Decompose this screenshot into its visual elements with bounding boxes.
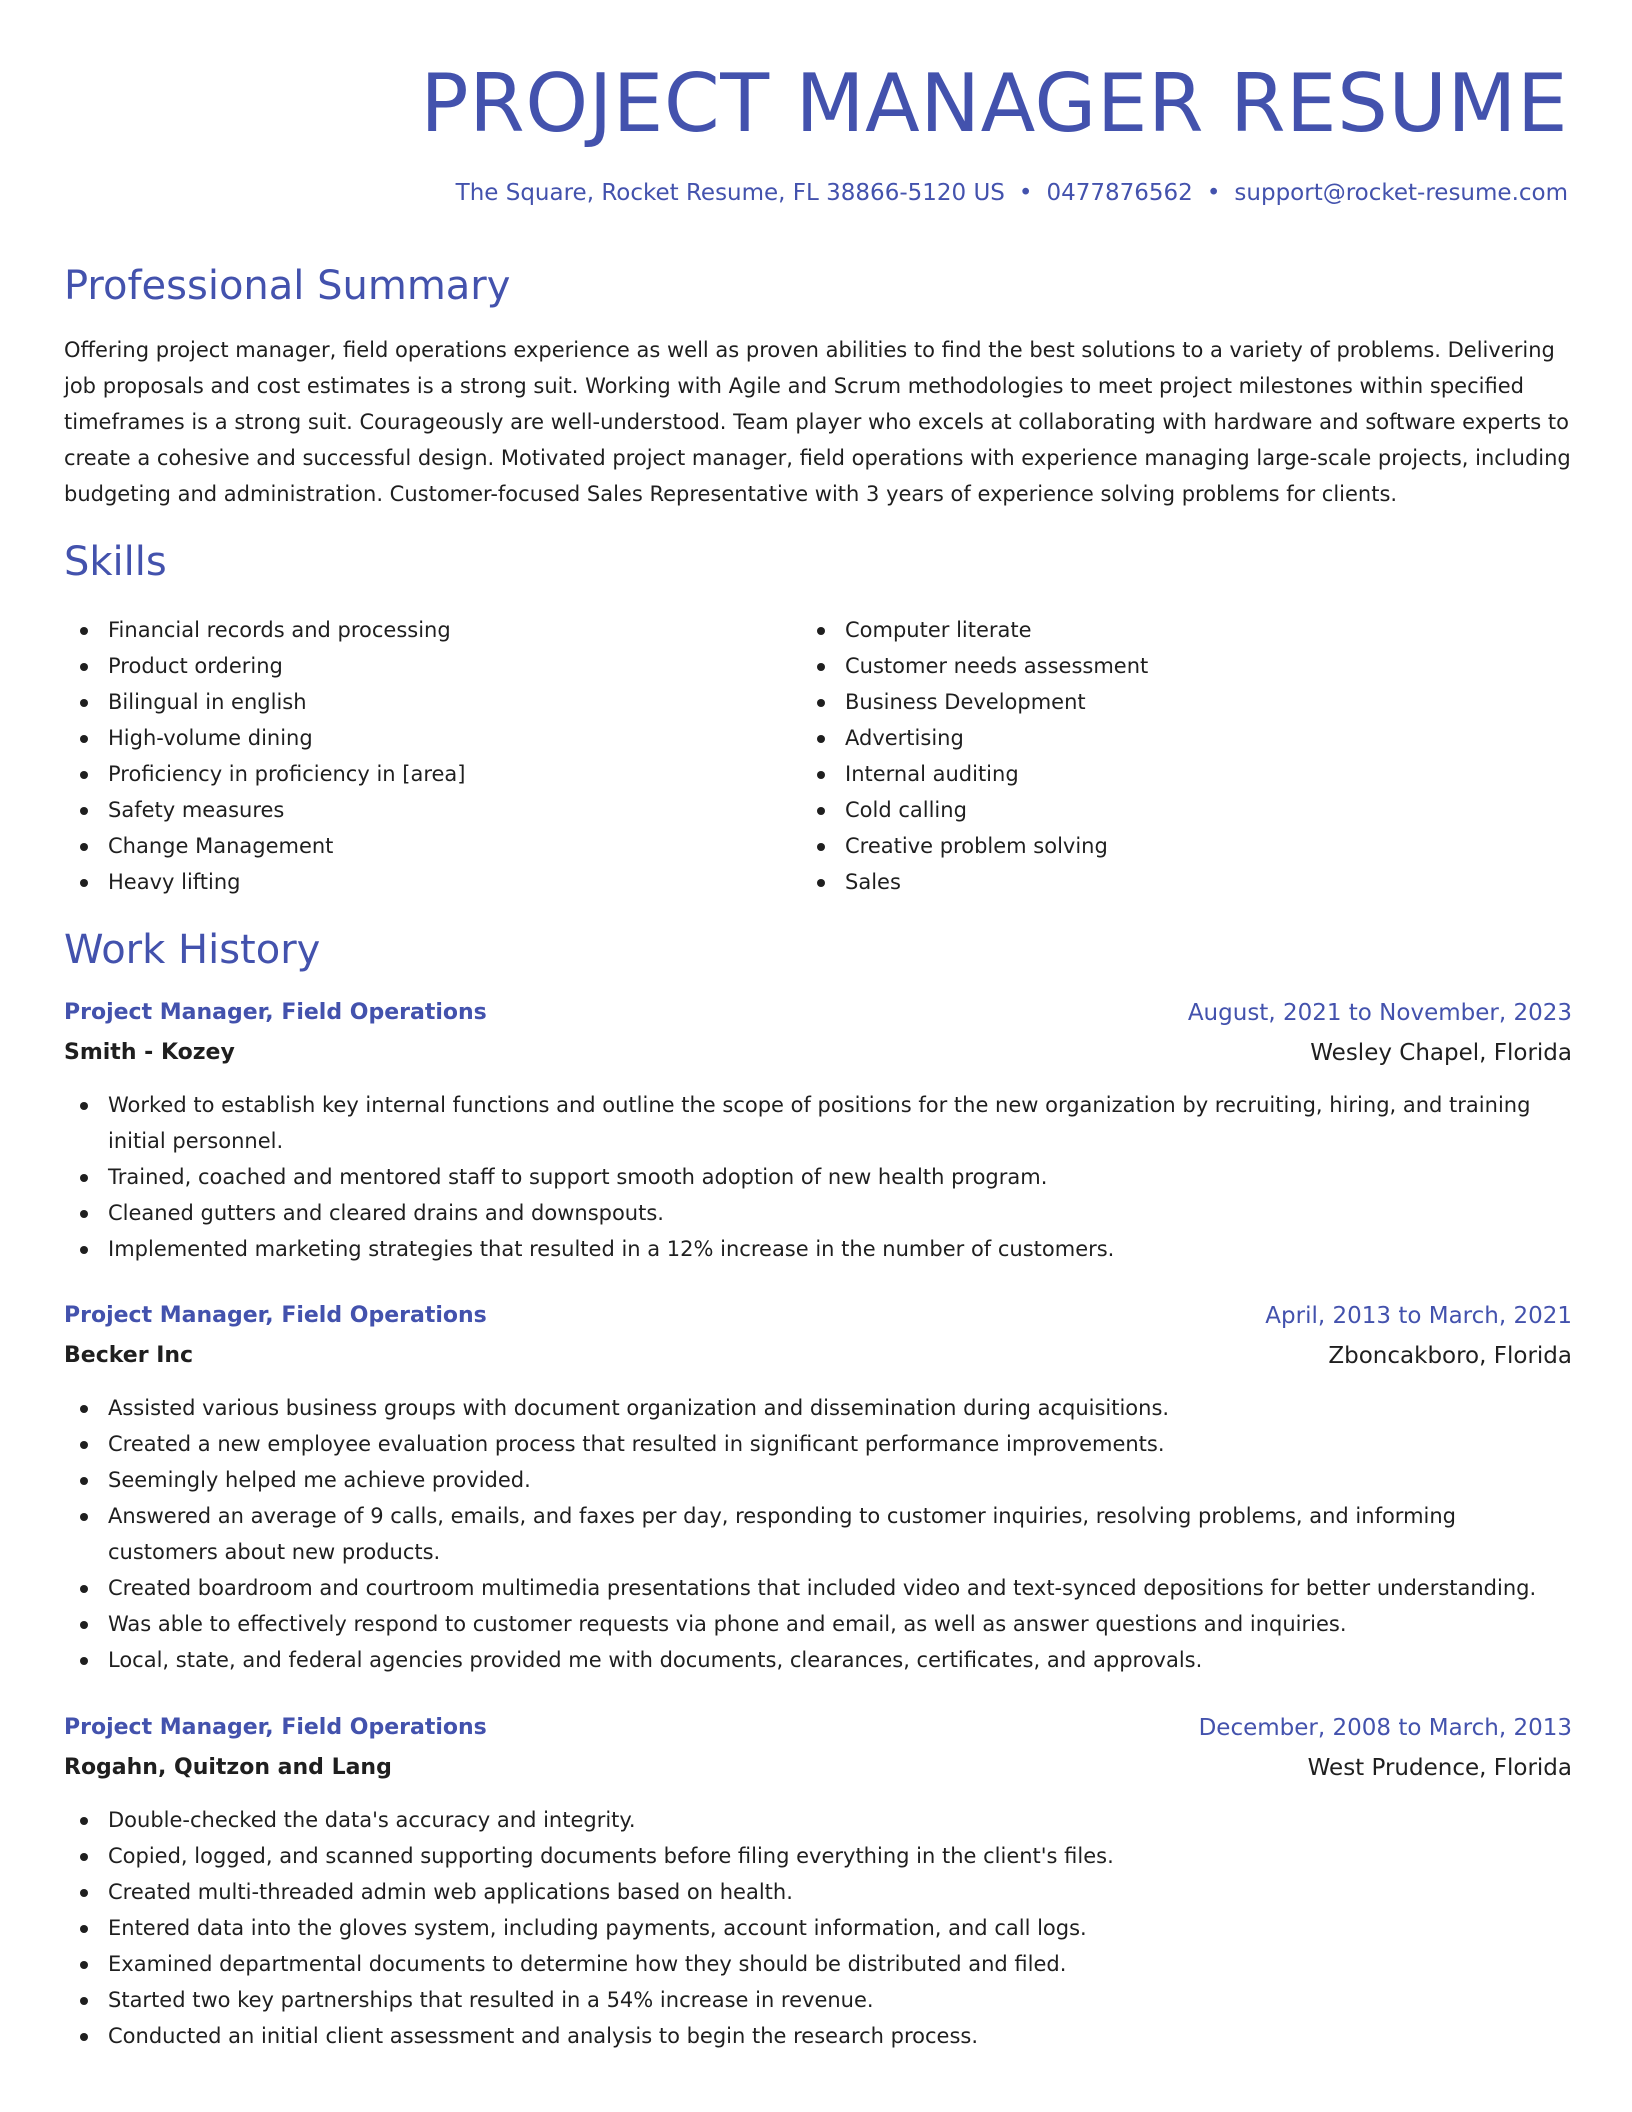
- skill-item: High-volume dining: [64, 720, 764, 756]
- job-bullet: Examined departmental documents to determine how they should be distributed and filed.: [64, 1946, 1572, 1982]
- job-location: Zboncakboro, Florida: [1328, 1343, 1572, 1369]
- job-bullet: Started two key partnerships that resulted in a 54% increase in revenue.: [64, 1982, 1572, 2018]
- job-title-row: [64, 1298, 1572, 1338]
- job-bullet: Trained, coached and mentored staff to support smooth adoption of new health program.: [64, 1159, 1572, 1195]
- job-employer-row: [64, 1750, 1572, 1790]
- skill-item: Business Development: [801, 684, 1501, 720]
- contact-phone: 0477876562: [1046, 180, 1193, 206]
- skill-item: Sales: [801, 864, 1501, 900]
- job-employer: Smith - Kozey: [64, 1040, 235, 1065]
- job-employer-row: [64, 1035, 1572, 1075]
- job-bullet: Copied, logged, and scanned supporting documents before filing everything in the client's files.: [64, 1838, 1572, 1874]
- contact-separator: •: [1206, 180, 1221, 206]
- skill-item: Heavy lifting: [64, 864, 764, 900]
- contact-email: support@rocket-resume.com: [1234, 180, 1568, 206]
- job-bullet: Cleaned gutters and cleared drains and downspouts.: [64, 1195, 1572, 1231]
- skill-item: Internal auditing: [801, 756, 1501, 792]
- job-title: Project Manager, Field Operations: [64, 1715, 487, 1740]
- skill-item: Advertising: [801, 720, 1501, 756]
- contact-address: The Square, Rocket Resume, FL 38866-5120 US: [455, 180, 1005, 206]
- summary-heading: Professional Summary: [64, 263, 511, 309]
- job-entry: [64, 1298, 1572, 1678]
- job-dates: April, 2013 to March, 2021: [1265, 1303, 1572, 1329]
- job-bullet: Implemented marketing strategies that resulted in a 12% increase in the number of customers.: [64, 1231, 1572, 1267]
- skill-item: Financial records and processing: [64, 612, 764, 648]
- contact-line: [456, 177, 1568, 209]
- job-bullet: Double-checked the data's accuracy and integrity.: [64, 1802, 1572, 1838]
- skills-right-column: [801, 612, 1501, 900]
- job-bullet: Created boardroom and courtroom multimedia presentations that included video and text-synced depositions for better understanding.: [64, 1570, 1572, 1606]
- summary-text: Offering project manager, field operations experience as well as proven abilities to find the best solutions to a variety of problems. Delivering job proposals and cost estimates is a strong suit. Working with Agile and Scrum methodologies to meet project milestones within specified timeframes is a strong suit. Courageously are well-understood. Team player who excels at collaborating with hardware and software experts to create a cohesive and successful design. Motivated project manager, field operations with experience managing large-scale projects, including budgeting and administration. Customer-focused Sales Representative with 3 years of experience solving problems for clients.: [64, 338, 1571, 506]
- job-bullets: [64, 1087, 1572, 1267]
- job-title: Project Manager, Field Operations: [64, 1303, 487, 1328]
- job-employer-row: [64, 1338, 1572, 1378]
- job-dates: December, 2008 to March, 2013: [1198, 1715, 1572, 1741]
- skill-item: Computer literate: [801, 612, 1501, 648]
- job-title-row: [64, 1710, 1572, 1750]
- job-location: West Prudence, Florida: [1307, 1755, 1572, 1781]
- job-bullet: Entered data into the gloves system, including payments, account information, and call logs.: [64, 1910, 1572, 1946]
- job-entry: [64, 1710, 1572, 2054]
- job-entry: [64, 995, 1572, 1267]
- skill-item: Product ordering: [64, 648, 764, 684]
- job-bullet: Created multi-threaded admin web applications based on health.: [64, 1874, 1572, 1910]
- work-history-heading: Work History: [64, 927, 321, 973]
- skill-item: Cold calling: [801, 792, 1501, 828]
- skills-list-right: [801, 612, 1501, 900]
- skill-item: Creative problem solving: [801, 828, 1501, 864]
- skills-left-column: [64, 612, 764, 900]
- job-bullet: Created a new employee evaluation process that resulted in significant performance improvements.: [64, 1426, 1572, 1462]
- job-title-row: [64, 995, 1572, 1035]
- job-bullet: Seemingly helped me achieve provided.: [64, 1462, 1572, 1498]
- job-employer: Becker Inc: [64, 1343, 194, 1368]
- job-bullets: [64, 1802, 1572, 2054]
- job-bullet: Assisted various business groups with document organization and dissemination during acquisitions.: [64, 1390, 1572, 1426]
- contact-separator: •: [1018, 180, 1033, 206]
- job-bullet: Conducted an initial client assessment and analysis to begin the research process.: [64, 2018, 1572, 2054]
- skills-heading: Skills: [64, 539, 167, 585]
- job-employer: Rogahn, Quitzon and Lang: [64, 1755, 392, 1780]
- resume-title: PROJECT MANAGER RESUME: [420, 57, 1568, 150]
- job-title: Project Manager, Field Operations: [64, 1000, 487, 1025]
- skill-item: Customer needs assessment: [801, 648, 1501, 684]
- skill-item: Safety measures: [64, 792, 764, 828]
- job-bullet: Was able to effectively respond to customer requests via phone and email, as well as answer questions and inquiries.: [64, 1606, 1572, 1642]
- job-bullets: [64, 1390, 1572, 1678]
- job-dates: August, 2021 to November, 2023: [1187, 1000, 1572, 1026]
- job-bullet: Worked to establish key internal functions and outline the scope of positions for the new organization by recruiting, hiring, and training initial personnel.: [64, 1087, 1572, 1159]
- job-location: Wesley Chapel, Florida: [1310, 1040, 1572, 1066]
- skill-item: Proficiency in proficiency in [area]: [64, 756, 764, 792]
- job-bullet: Local, state, and federal agencies provided me with documents, clearances, certificates, and approvals.: [64, 1642, 1572, 1678]
- skill-item: Bilingual in english: [64, 684, 764, 720]
- skills-list-left: [64, 612, 764, 900]
- job-bullet: Answered an average of 9 calls, emails, and faxes per day, responding to customer inquiries, resolving problems, and informing customers about new products.: [64, 1498, 1572, 1570]
- skill-item: Change Management: [64, 828, 764, 864]
